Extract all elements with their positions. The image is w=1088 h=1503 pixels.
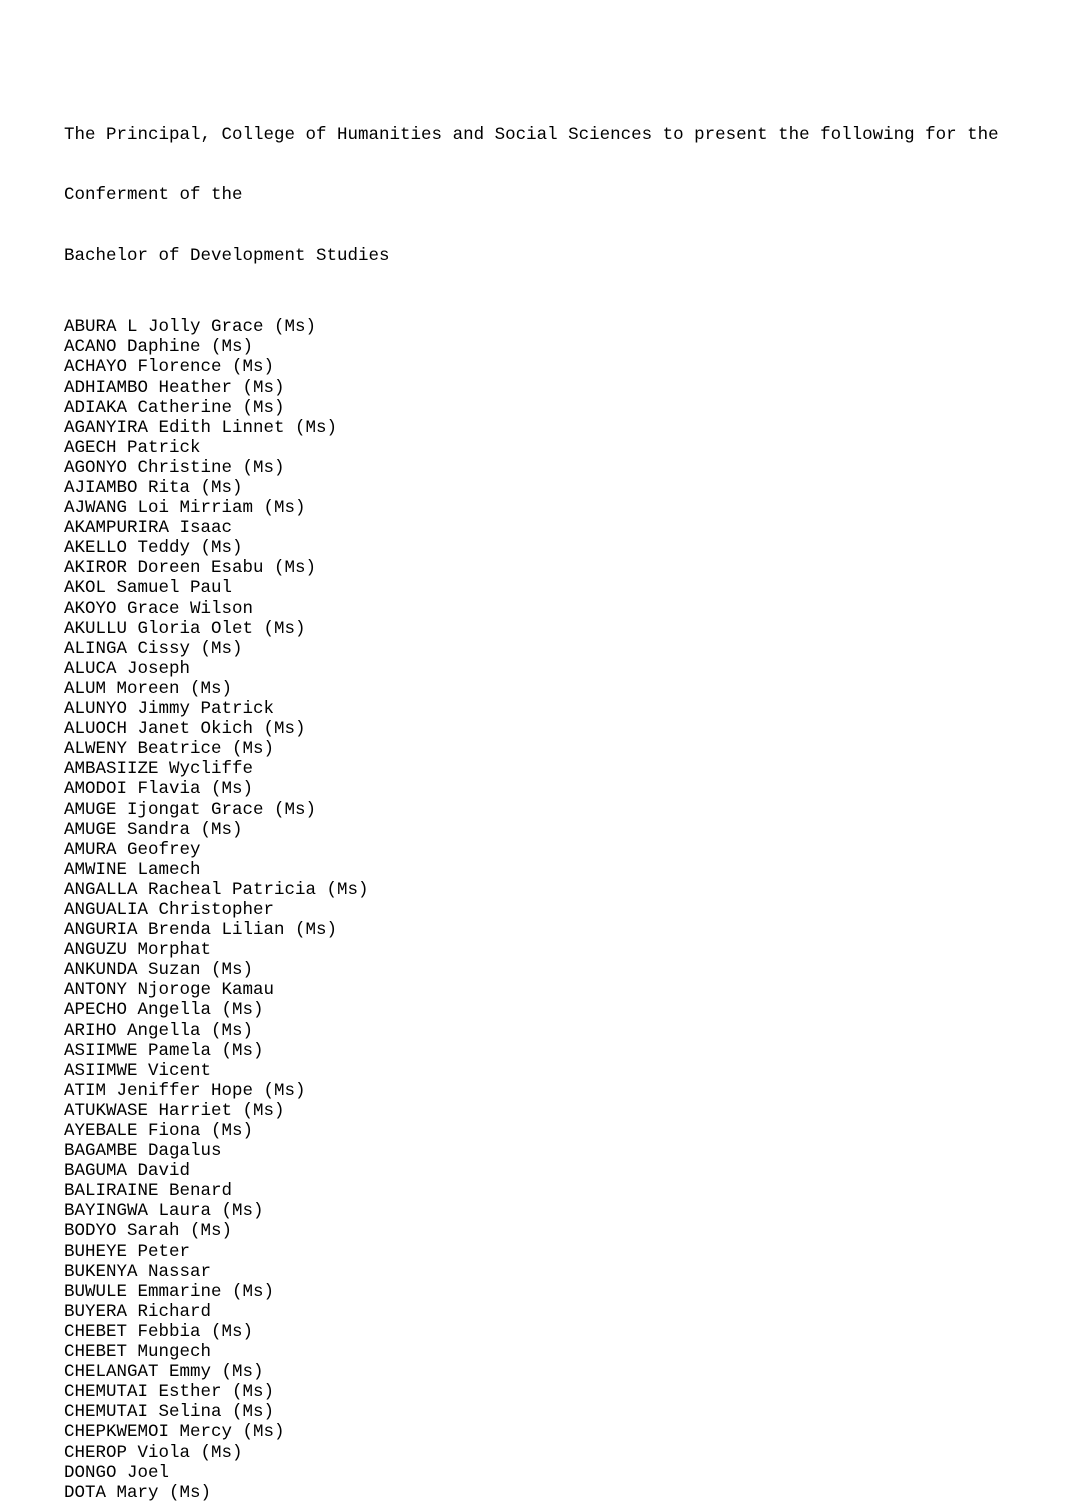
graduand-name: ALUOCH Janet Okich (Ms) [64, 719, 306, 740]
graduand-name: AMODOI Flavia (Ms) [64, 779, 254, 800]
graduand-list [64, 317, 1054, 1503]
graduand-name: BODYO Sarah (Ms) [64, 1221, 233, 1242]
graduand-name: AMUGE Sandra (Ms) [64, 819, 243, 840]
intro-line-3: Bachelor of Development Studies [64, 246, 390, 267]
graduand-name: ASIIMWE Pamela (Ms) [64, 1040, 264, 1061]
graduand-name: CHEMUTAI Esther (Ms) [64, 1382, 275, 1403]
graduand-name: ATUKWASE Harriet (Ms) [64, 1100, 285, 1121]
graduand-name: AGONYO Christine (Ms) [64, 457, 285, 478]
graduand-name: AKELLO Teddy (Ms) [64, 538, 243, 559]
graduand-name: ANTONY Njoroge Kamau [64, 980, 275, 1001]
graduand-name: ADIAKA Catherine (Ms) [64, 397, 285, 418]
graduand-name: BUKENYA Nassar [64, 1261, 212, 1282]
graduand-name: CHEBET Febbia (Ms) [64, 1321, 254, 1342]
graduand-name: CHEROP Viola (Ms) [64, 1442, 243, 1463]
graduand-name: AKOYO Grace Wilson [64, 598, 254, 619]
graduand-name: ATIM Jeniffer Hope (Ms) [64, 1080, 306, 1101]
graduand-name: AYEBALE Fiona (Ms) [64, 1121, 254, 1142]
graduand-name: ALUNYO Jimmy Patrick [64, 699, 275, 720]
graduand-name: AGANYIRA Edith Linnet (Ms) [64, 417, 338, 438]
graduand-name: AKIROR Doreen Esabu (Ms) [64, 558, 317, 579]
graduand-name: CHELANGAT Emmy (Ms) [64, 1362, 264, 1383]
graduand-name: BUYERA Richard [64, 1301, 212, 1322]
graduand-name: AJWANG Loi Mirriam (Ms) [64, 498, 306, 519]
graduand-name: ALUM Moreen (Ms) [64, 678, 233, 699]
graduand-name: CHEMUTAI Selina (Ms) [64, 1402, 275, 1423]
intro-line-1: The Principal, College of Humanities and Social Sciences to present the following for the [64, 124, 999, 145]
graduand-name: ANKUNDA Suzan (Ms) [64, 960, 254, 981]
graduand-name: ASIIMWE Vicent [64, 1060, 212, 1081]
graduand-name: DOTA Mary (Ms) [64, 1482, 212, 1503]
graduand-name: DONGO Joel [64, 1462, 170, 1483]
graduand-name: ALWENY Beatrice (Ms) [64, 739, 275, 760]
graduand-name: AMBASIIZE Wycliffe [64, 759, 254, 780]
graduand-name: AKAMPURIRA Isaac [64, 518, 233, 539]
graduand-name: APECHO Angella (Ms) [64, 1000, 264, 1021]
graduand-name: ANGUALIA Christopher [64, 899, 275, 920]
graduand-name: ACANO Daphine (Ms) [64, 337, 254, 358]
graduand-name: BUHEYE Peter [64, 1241, 191, 1262]
graduand-name: AMWINE Lamech [64, 859, 201, 880]
graduand-name: BALIRAINE Benard [64, 1181, 233, 1202]
intro-block [64, 84, 1054, 307]
graduand-name: ANGALLA Racheal Patricia (Ms) [64, 879, 369, 900]
graduand-name: AKULLU Gloria Olet (Ms) [64, 618, 306, 639]
graduand-name: BUWULE Emmarine (Ms) [64, 1281, 275, 1302]
graduand-name: ACHAYO Florence (Ms) [64, 357, 275, 378]
graduand-name: ALINGA Cissy (Ms) [64, 638, 243, 659]
graduand-name: AMUGE Ijongat Grace (Ms) [64, 799, 317, 820]
graduand-name: CHEPKWEMOI Mercy (Ms) [64, 1422, 285, 1443]
graduand-name: BAGUMA David [64, 1161, 191, 1182]
intro-line-2: Conferment of the [64, 185, 243, 206]
graduand-name: ANGUZU Morphat [64, 940, 212, 961]
graduand-name: CHEBET Mungech [64, 1342, 212, 1363]
graduand-name: AKOL Samuel Paul [64, 578, 233, 599]
graduand-name: ALUCA Joseph [64, 658, 191, 679]
graduand-name: AJIAMBO Rita (Ms) [64, 478, 243, 499]
graduand-name: BAYINGWA Laura (Ms) [64, 1201, 264, 1222]
graduand-name: BAGAMBE Dagalus [64, 1141, 222, 1162]
graduand-name: AMURA Geofrey [64, 839, 201, 860]
graduand-name: ARIHO Angella (Ms) [64, 1020, 254, 1041]
graduand-name: AGECH Patrick [64, 437, 201, 458]
document-page [64, 84, 1054, 1503]
graduand-name: ADHIAMBO Heather (Ms) [64, 377, 285, 398]
graduand-name: ANGURIA Brenda Lilian (Ms) [64, 920, 338, 941]
graduand-name: ABURA L Jolly Grace (Ms) [64, 317, 317, 338]
